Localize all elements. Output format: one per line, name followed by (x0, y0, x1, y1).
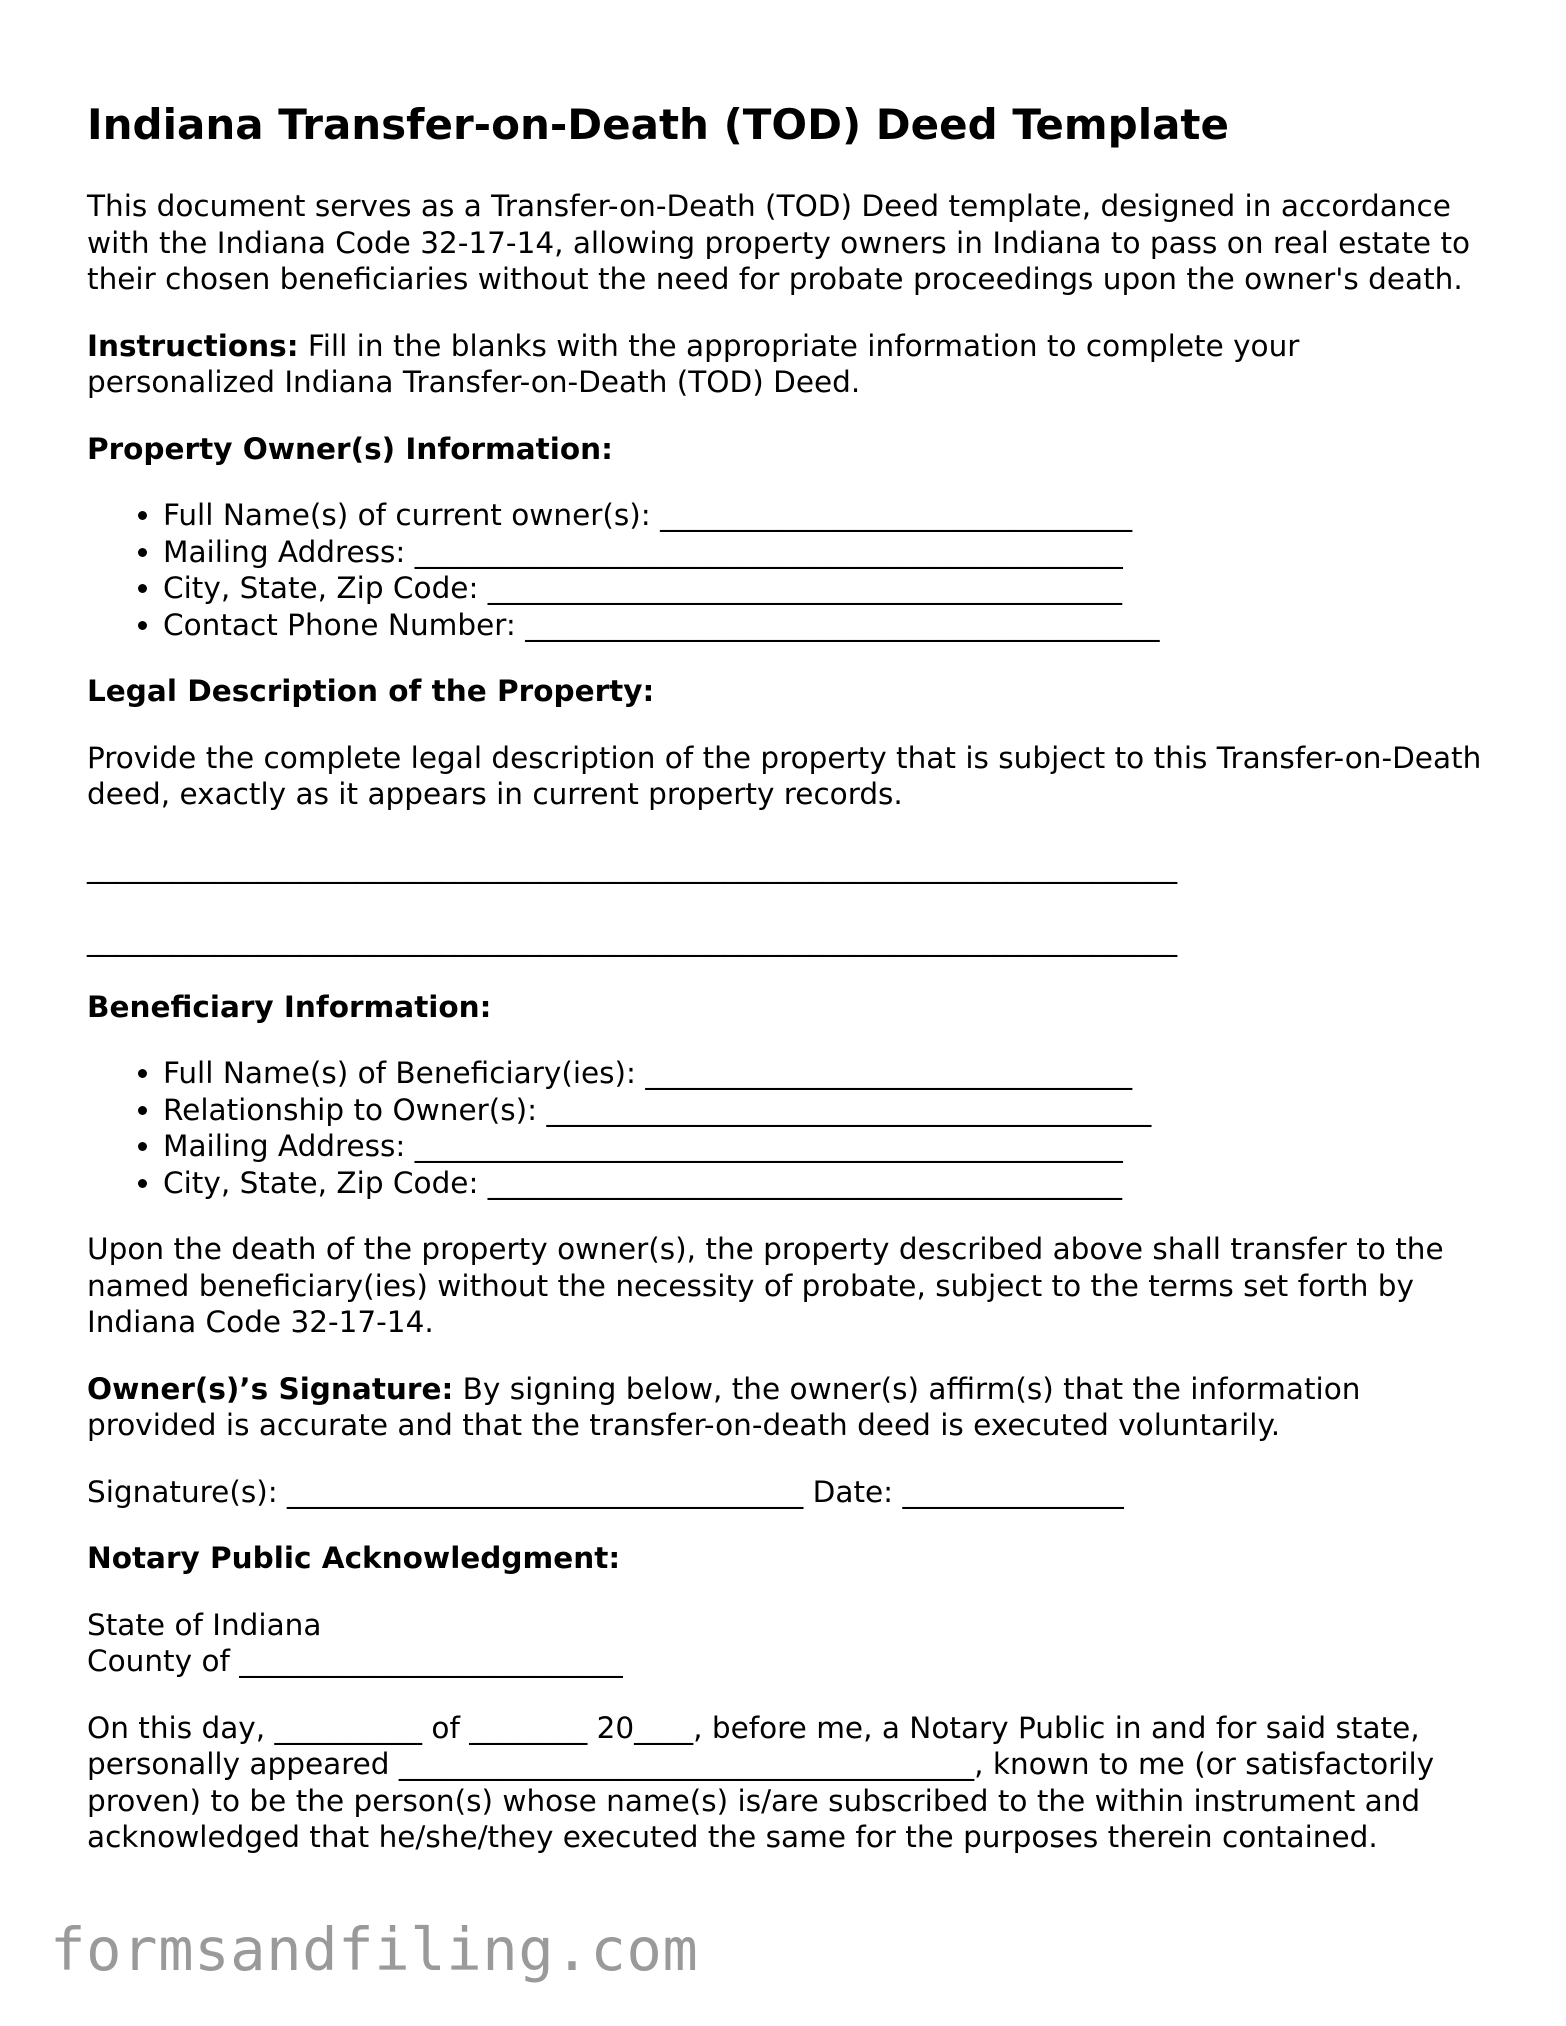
legal-description-text: Provide the complete legal description of the property that is subject to this Transfer-on-Death deed, exactly as it appears in current property records. (87, 740, 1482, 812)
notary-county-field[interactable]: County of __________________________ (87, 1644, 623, 1679)
beneficiary-relationship-field[interactable]: • Relationship to Owner(s): _________________________________________ (163, 1092, 1487, 1129)
signature-text: By signing below, the owner(s) affirm(s) that the information provided is accurate and that the transfer-on-death deed is executed voluntarily. (87, 1371, 1361, 1443)
owner-full-name-field[interactable]: • Full Name(s) of current owner(s): ________________________________ (163, 497, 1487, 534)
signature-paragraph (87, 1371, 1487, 1444)
legal-description-line-2[interactable]: _____________________________________________________________________________ (87, 923, 1177, 958)
owner-section-heading: Property Owner(s) Information: (87, 431, 613, 466)
owner-phone-field[interactable]: • Contact Phone Number: ___________________________________________ (163, 607, 1487, 644)
notary-venue (87, 1607, 1487, 1680)
instructions-label: Instructions: (87, 328, 299, 363)
notary-acknowledgment-paragraph[interactable]: On this day, __________ of ________ 20____, before me, a Notary Public in and for said state, personally appeared _______________________________________, known to me (or satisfactorily proven) to be the person(s) whose name(s) is/are subscribed to the within instrument and acknowledged that he/she/they executed the same for the purposes therein contained. (87, 1710, 1435, 1855)
beneficiary-info-list (87, 1055, 1487, 1201)
transfer-paragraph: Upon the death of the property owner(s), the property described above shall transfer to the named beneficiary(ies) without the necessity of probate, subject to the terms set forth by Indiana Code 32-17-14. (87, 1232, 1444, 1340)
owner-info-list (87, 497, 1487, 643)
instructions-paragraph (87, 328, 1487, 401)
signature-date-line[interactable]: Signature(s): ___________________________________ Date: _______________ (87, 1474, 1124, 1509)
watermark-text: formsandfiling.com (50, 1915, 699, 1984)
document-page (87, 100, 1487, 1886)
signature-label: Owner(s)’s Signature: (87, 1371, 454, 1406)
document-title: Indiana Transfer-on-Death (TOD) Deed Template (87, 100, 1229, 149)
legal-section-heading: Legal Description of the Property: (87, 674, 655, 709)
notary-section-heading: Notary Public Acknowledgment: (87, 1541, 621, 1576)
owner-city-state-zip-field[interactable]: • City, State, Zip Code: ___________________________________________ (163, 570, 1487, 607)
intro-paragraph: This document serves as a Transfer-on-Death (TOD) Deed template, designed in accordance with the Indiana Code 32-17-14, allowing property owners in Indiana to pass on real estate to their chosen beneficiaries without the need for probate proceedings upon the owner's death. (87, 189, 1471, 297)
legal-description-line-1[interactable]: _____________________________________________________________________________ (87, 849, 1177, 884)
beneficiary-full-name-field[interactable]: • Full Name(s) of Beneficiary(ies): _________________________________ (163, 1055, 1487, 1092)
beneficiary-city-state-zip-field[interactable]: • City, State, Zip Code: ___________________________________________ (163, 1165, 1487, 1202)
owner-mailing-address-field[interactable]: • Mailing Address: ________________________________________________ (163, 534, 1487, 571)
beneficiary-mailing-address-field[interactable]: • Mailing Address: ________________________________________________ (163, 1128, 1487, 1165)
instructions-text: Fill in the blanks with the appropriate information to complete your personalized Indiana Transfer-on-Death (TOD) Deed. (87, 328, 1300, 400)
beneficiary-section-heading: Beneficiary Information: (87, 989, 492, 1024)
notary-state: State of Indiana (87, 1607, 322, 1642)
